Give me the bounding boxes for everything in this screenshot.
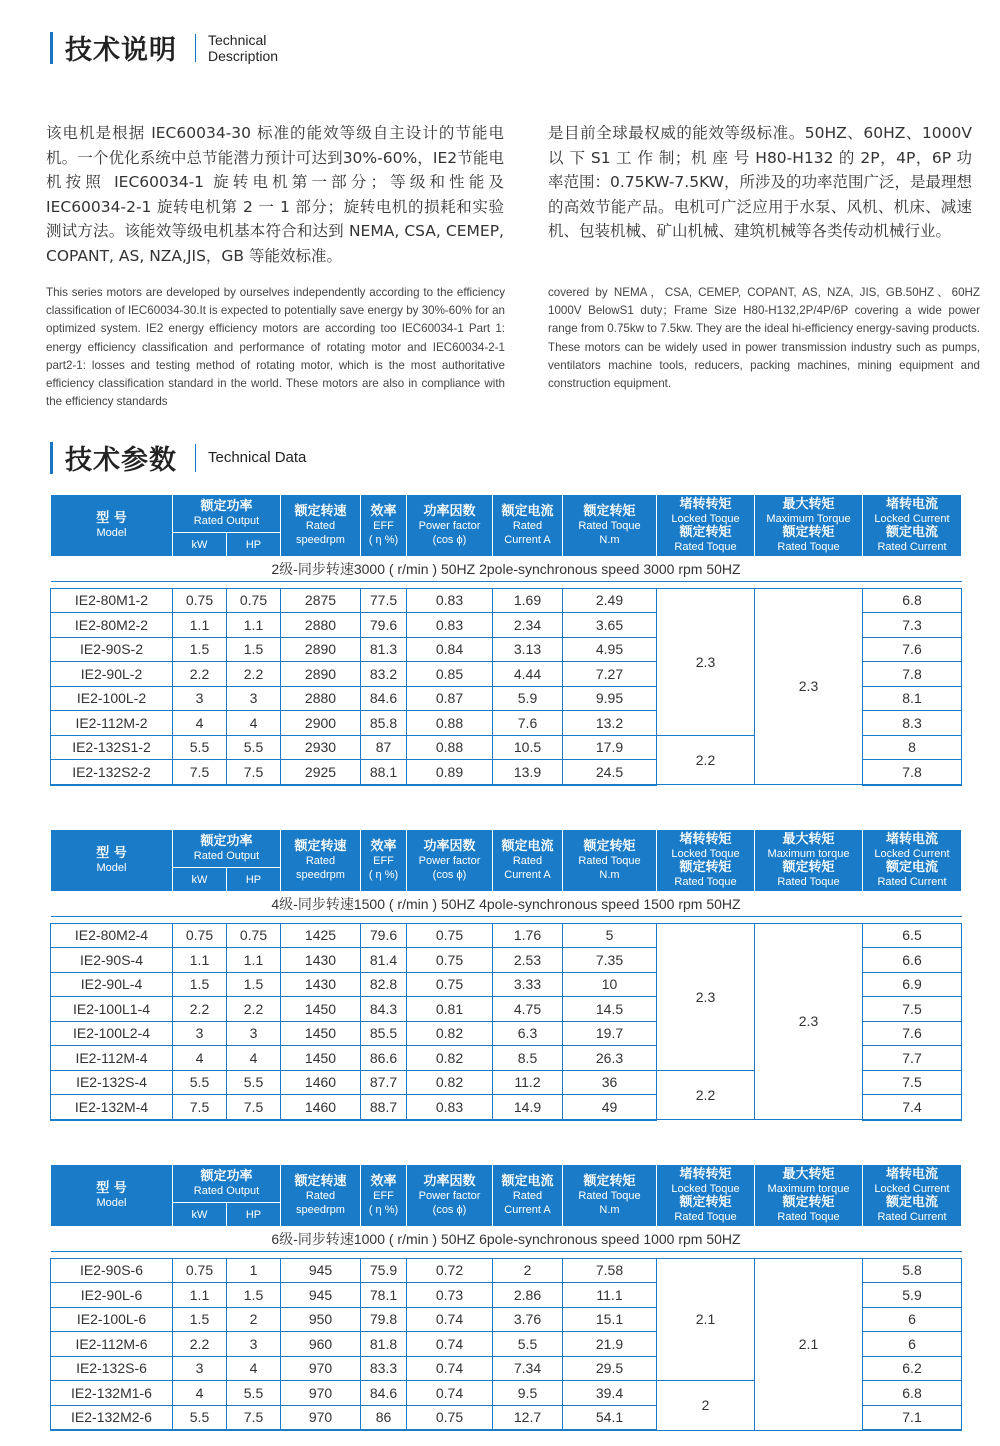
table-cell: IE2-100L-2	[51, 686, 173, 711]
table-cell: 0.75	[407, 923, 493, 948]
table-cell: 2.2	[173, 662, 227, 687]
table-cell: 85.5	[361, 1021, 407, 1046]
heading-title-cn: 技术参数	[65, 445, 177, 476]
locked-current-cell: 8.3	[863, 711, 962, 736]
table-cell: 88.1	[361, 760, 407, 785]
locked-current-cell: 7.6	[863, 637, 962, 662]
table-cell: IE2-90L-6	[51, 1283, 173, 1308]
table-cell: 8.5	[493, 1046, 563, 1071]
table-cell: 0.83	[407, 1095, 493, 1120]
table-cell: 3	[227, 1332, 281, 1357]
table-cell: 1430	[281, 948, 361, 973]
table-cell: 0.89	[407, 760, 493, 785]
table-cell: 0.82	[407, 1046, 493, 1071]
table-cell: 87.7	[361, 1070, 407, 1095]
locked-current-cell: 7.5	[863, 997, 962, 1022]
table-cell: 1460	[281, 1070, 361, 1095]
table-cell: 1460	[281, 1095, 361, 1120]
locked-current-cell: 7.3	[863, 613, 962, 638]
table-cell: 2.2	[173, 997, 227, 1022]
table-cell: 7.5	[227, 1095, 281, 1120]
table-cell: 4.75	[493, 997, 563, 1022]
table-cell: 78.1	[361, 1283, 407, 1308]
locked-current-cell: 8.1	[863, 686, 962, 711]
table-cell: IE2-132S-4	[51, 1070, 173, 1095]
header-power-factor: 功率因数 Power factor (cos ϕ)	[407, 495, 493, 557]
table-cell: 970	[281, 1405, 361, 1430]
table-cell: 1.5	[173, 972, 227, 997]
table-cell: 12.7	[493, 1405, 563, 1430]
locked-current-cell: 6.6	[863, 948, 962, 973]
table-cell: 0.83	[407, 613, 493, 638]
header-torque: 额定转矩 Rated Toque N.m	[563, 830, 657, 892]
header-locked-torque: 堵转转矩 Locked Toque 额定转矩 Rated Toque	[657, 495, 755, 557]
table-cell: 2.53	[493, 948, 563, 973]
max-torque-cell: 2.3	[755, 923, 863, 1120]
table-cell: 1.1	[173, 1283, 227, 1308]
locked-torque-group: 2	[657, 1381, 755, 1431]
table-cell: 2	[227, 1307, 281, 1332]
header-efficiency: 效率 EFF ( η %)	[361, 1165, 407, 1227]
table-cell: 1.5	[227, 1283, 281, 1308]
locked-current-cell: 6	[863, 1307, 962, 1332]
locked-torque-group: 2.1	[657, 1258, 755, 1381]
table-cell: 9.95	[563, 686, 657, 711]
table-cell: 2890	[281, 662, 361, 687]
table-cell: IE2-90L-4	[51, 972, 173, 997]
locked-current-cell: 7.1	[863, 1405, 962, 1430]
spec-table-4pole	[50, 829, 962, 1121]
table-cell: 0.75	[173, 923, 227, 948]
heading-accent-bar	[50, 442, 53, 474]
table-cell: 7.5	[173, 1095, 227, 1120]
table-cell: 10	[563, 972, 657, 997]
header-locked-current: 堵转电流 Locked Current 额定电流 Rated Current	[863, 830, 962, 892]
table-cell: IE2-112M-4	[51, 1046, 173, 1071]
header-row	[51, 495, 962, 533]
description-en-left: This series motors are developed by ourselves independently according to the efficiency classification of IEC60034-30.It is expected to potentially save energy by 30%-60% for an optimized system. IE2 energy efficiency motors are according too IEC60034-1 Part 1: energy efficiency classification and performance of rotating motor and IEC60034-2-1 part2-1: losses and testing method of rotating motor, which is the most authoritative efficiency classification standard in the world. These motors are also in compliance with the efficiency standards	[46, 286, 505, 409]
header-row	[51, 830, 962, 868]
table-cell: 36	[563, 1070, 657, 1095]
table-cell: 0.85	[407, 662, 493, 687]
table-cell: 7.5	[227, 1405, 281, 1430]
description-cn-left: 该电机是根据 IEC60034-30 标准的能效等级自主设计的节能电机。一个优化系统中总节能潜力预计可达到30%-60%，IE2节能电机按照 IEC60034-1 旋转电机第一部分；等级和性能及IEC60034-2-1 旋转电机第 2 一 1 部分；旋转电机的损耗和实验测试方法。该能效等级电机基本符合和达到 NEMA, CSA, CEMEP, COPANT, AS, NZA,JIS，GB 等能效标准。	[46, 124, 504, 265]
table-cell: 0.75	[173, 1258, 227, 1283]
table-cell: 0.82	[407, 1070, 493, 1095]
locked-current-cell: 7.7	[863, 1046, 962, 1071]
locked-current-cell: 6.5	[863, 923, 962, 948]
header-max-torque: 最大转矩 Maximum torque 额定转矩 Rated Toque	[755, 830, 863, 892]
table-cell: 4	[227, 1356, 281, 1381]
table-cell: 13.9	[493, 760, 563, 785]
header-kw: kW	[173, 868, 227, 892]
table-subtitle: 6级-同步转速1000 ( r/min ) 50HZ 6pole-synchronous speed 1000 rpm 50HZ	[51, 1227, 962, 1252]
table-cell: 0.87	[407, 686, 493, 711]
header-torque: 额定转矩 Rated Toque N.m	[563, 495, 657, 557]
table-subtitle: 4级-同步转速1500 ( r/min ) 50HZ 4pole-synchronous speed 1500 rpm 50HZ	[51, 892, 962, 917]
table-cell: 0.75	[227, 588, 281, 613]
header-model: 型 号 Model	[51, 830, 173, 892]
header-rated-output: 额定功率 Rated Output	[173, 830, 281, 868]
table-cell: 1425	[281, 923, 361, 948]
table-cell: IE2-80M2-4	[51, 923, 173, 948]
table-cell: 2925	[281, 760, 361, 785]
table-cell: 2.34	[493, 613, 563, 638]
table-cell: 950	[281, 1307, 361, 1332]
header-speed: 额定转速 Rated speedrpm	[281, 830, 361, 892]
table-cell: 0.73	[407, 1283, 493, 1308]
table-cell: 10.5	[493, 735, 563, 760]
table-cell: 86	[361, 1405, 407, 1430]
table-cell: 2	[493, 1258, 563, 1283]
table-cell: IE2-100L1-4	[51, 997, 173, 1022]
table-cell: 88.7	[361, 1095, 407, 1120]
table-cell: 5.5	[227, 1381, 281, 1406]
table-cell: 79.6	[361, 923, 407, 948]
header-current: 额定电流 Rated Current A	[493, 830, 563, 892]
subtitle-row	[51, 557, 962, 582]
header-current: 额定电流 Rated Current A	[493, 1165, 563, 1227]
locked-torque-group: 2.3	[657, 923, 755, 1070]
header-locked-torque: 堵转转矩 Locked Toque 额定转矩 Rated Toque	[657, 830, 755, 892]
locked-current-cell: 6.2	[863, 1356, 962, 1381]
table-cell: 86.6	[361, 1046, 407, 1071]
table-cell: 2.49	[563, 588, 657, 613]
table-cell: 1.5	[227, 637, 281, 662]
table-cell: 0.72	[407, 1258, 493, 1283]
locked-current-cell: 6.8	[863, 1381, 962, 1406]
table-cell: 75.9	[361, 1258, 407, 1283]
table-cell: 3.13	[493, 637, 563, 662]
table-cell: 1	[227, 1258, 281, 1283]
locked-current-cell: 6.8	[863, 588, 962, 613]
locked-torque-group: 2.2	[657, 735, 755, 785]
table-cell: 1.5	[227, 972, 281, 997]
table-cell: IE2-112M-6	[51, 1332, 173, 1357]
table-cell: 77.5	[361, 588, 407, 613]
header-locked-current: 堵转电流 Locked Current 额定电流 Rated Current	[863, 495, 962, 557]
header-hp: HP	[227, 1203, 281, 1227]
table-cell: 2880	[281, 613, 361, 638]
header-efficiency: 效率 EFF ( η %)	[361, 830, 407, 892]
table-cell: 14.9	[493, 1095, 563, 1120]
table-cell: 14.5	[563, 997, 657, 1022]
table-cell: 11.1	[563, 1283, 657, 1308]
table-cell: 3	[173, 1021, 227, 1046]
locked-torque-group: 2.3	[657, 588, 755, 735]
header-torque: 额定转矩 Rated Toque N.m	[563, 1165, 657, 1227]
table-cell: 24.5	[563, 760, 657, 785]
header-current: 额定电流 Rated Current A	[493, 495, 563, 557]
table-cell: 2.2	[227, 662, 281, 687]
table-cell: 3	[173, 686, 227, 711]
table-cell: 0.74	[407, 1332, 493, 1357]
table-cell: 3.33	[493, 972, 563, 997]
heading-title-en: Technical Data	[208, 448, 307, 466]
table-cell: 960	[281, 1332, 361, 1357]
table-cell: 1.5	[173, 637, 227, 662]
header-kw: kW	[173, 533, 227, 557]
table-cell: 1450	[281, 997, 361, 1022]
table-cell: 2880	[281, 686, 361, 711]
header-efficiency: 效率 EFF ( η %)	[361, 495, 407, 557]
table-cell: IE2-80M2-2	[51, 613, 173, 638]
table-cell: 5.5	[173, 1405, 227, 1430]
table-cell: IE2-90S-4	[51, 948, 173, 973]
locked-current-cell: 7.4	[863, 1095, 962, 1120]
table-cell: 3.65	[563, 613, 657, 638]
table-cell: 19.7	[563, 1021, 657, 1046]
table-cell: 4	[227, 1046, 281, 1071]
max-torque-cell: 2.1	[755, 1258, 863, 1430]
table-cell: 29.5	[563, 1356, 657, 1381]
table-cell: IE2-100L2-4	[51, 1021, 173, 1046]
table-cell: 11.2	[493, 1070, 563, 1095]
table-cell: IE2-132M2-6	[51, 1405, 173, 1430]
table-cell: 81.3	[361, 637, 407, 662]
table-cell: 1.76	[493, 923, 563, 948]
header-hp: HP	[227, 868, 281, 892]
table-cell: 54.1	[563, 1405, 657, 1430]
table-cell: 7.35	[563, 948, 657, 973]
table-cell: 1.1	[227, 948, 281, 973]
table-cell: 1450	[281, 1046, 361, 1071]
spec-table-6pole	[50, 1164, 962, 1431]
header-locked-torque: 堵转转矩 Locked Toque 额定转矩 Rated Toque	[657, 1165, 755, 1227]
locked-current-cell: 7.8	[863, 760, 962, 785]
table-cell: 2.2	[227, 997, 281, 1022]
header-rated-output: 额定功率 Rated Output	[173, 495, 281, 533]
table-cell: 9.5	[493, 1381, 563, 1406]
table-cell: 0.75	[407, 1405, 493, 1430]
heading-title-cn: 技术说明	[65, 35, 177, 66]
table-cell: 5.5	[173, 735, 227, 760]
table-cell: 2.86	[493, 1283, 563, 1308]
table-cell: 4	[227, 711, 281, 736]
table-cell: 5.5	[227, 1070, 281, 1095]
table-cell: 7.34	[493, 1356, 563, 1381]
heading-separator	[195, 444, 196, 472]
table-cell: 0.74	[407, 1307, 493, 1332]
table-cell: IE2-132S-6	[51, 1356, 173, 1381]
table-cell: 5.5	[173, 1070, 227, 1095]
table-cell: 0.75	[407, 948, 493, 973]
table-cell: 4.95	[563, 637, 657, 662]
header-max-torque: 最大转矩 Maximum torque 额定转矩 Rated Toque	[755, 1165, 863, 1227]
table-cell: IE2-132S1-2	[51, 735, 173, 760]
table-cell: 0.88	[407, 711, 493, 736]
table-cell: 970	[281, 1356, 361, 1381]
table-cell: 0.83	[407, 588, 493, 613]
locked-current-cell: 5.9	[863, 1283, 962, 1308]
table-cell: 1.1	[173, 613, 227, 638]
header-power-factor: 功率因数 Power factor (cos ϕ)	[407, 1165, 493, 1227]
table-cell: 3	[173, 1356, 227, 1381]
table-cell: 39.4	[563, 1381, 657, 1406]
table-cell: 85.8	[361, 711, 407, 736]
header-hp: HP	[227, 533, 281, 557]
header-model: 型 号 Model	[51, 1165, 173, 1227]
heading-accent-bar	[50, 32, 53, 64]
description-cn-right: 是目前全球最权威的能效等级标准。50HZ、60HZ、1000V 以 下 S1 工 作 制；机 座 号 H80-H132 的 2P，4P，6P 功率范围：0.75KW-7.5KW，所涉及的功率范围广泛，是最理想的高效节能产品。电机可广泛应用于水泵、风机、机床、减速机、包装机械、矿山机械、建筑机械等各类传动机械行业。	[548, 124, 973, 240]
table-cell: 79.6	[361, 613, 407, 638]
table-cell: 5.5	[493, 1332, 563, 1357]
table-cell: 21.9	[563, 1332, 657, 1357]
header-speed: 额定转速 Rated speedrpm	[281, 1165, 361, 1227]
table-cell: 83.3	[361, 1356, 407, 1381]
table-cell: 79.8	[361, 1307, 407, 1332]
table-subtitle: 2级-同步转速3000 ( r/min ) 50HZ 2pole-synchronous speed 3000 rpm 50HZ	[51, 557, 962, 582]
section-heading-description	[50, 28, 278, 67]
locked-current-cell: 7.8	[863, 662, 962, 687]
table-cell: IE2-90S-2	[51, 637, 173, 662]
table-cell: IE2-80M1-2	[51, 588, 173, 613]
table-cell: 0.74	[407, 1381, 493, 1406]
header-power-factor: 功率因数 Power factor (cos ϕ)	[407, 830, 493, 892]
table-cell: 1.1	[227, 613, 281, 638]
table-row	[51, 588, 962, 613]
locked-current-cell: 7.5	[863, 1070, 962, 1095]
table-cell: 0.82	[407, 1021, 493, 1046]
locked-current-cell: 6.9	[863, 972, 962, 997]
table-cell: 13.2	[563, 711, 657, 736]
table-cell: 3	[227, 1021, 281, 1046]
table-cell: IE2-90S-6	[51, 1258, 173, 1283]
table-cell: IE2-100L-6	[51, 1307, 173, 1332]
table-cell: 4	[173, 1381, 227, 1406]
table-cell: 4	[173, 1046, 227, 1071]
table-cell: 4.44	[493, 662, 563, 687]
table-cell: 7.58	[563, 1258, 657, 1283]
table-cell: 83.2	[361, 662, 407, 687]
table-cell: 84.6	[361, 1381, 407, 1406]
table-cell: 7.5	[173, 760, 227, 785]
locked-current-cell: 6	[863, 1332, 962, 1357]
subtitle-row	[51, 1227, 962, 1252]
table-cell: IE2-132M-4	[51, 1095, 173, 1120]
table-cell: 0.75	[407, 972, 493, 997]
heading-title-en: Technical Description	[208, 31, 279, 64]
max-torque-cell: 2.3	[755, 588, 863, 785]
table-cell: 49	[563, 1095, 657, 1120]
table-cell: 0.88	[407, 735, 493, 760]
table-cell: 5	[563, 923, 657, 948]
table-cell: 1.1	[173, 948, 227, 973]
table-cell: 945	[281, 1258, 361, 1283]
table-cell: 81.8	[361, 1332, 407, 1357]
table-cell: 1450	[281, 1021, 361, 1046]
table-cell: 3	[227, 686, 281, 711]
table-cell: 1.69	[493, 588, 563, 613]
table-cell: 7.6	[493, 711, 563, 736]
description-en-right: covered by NEMA，CSA, CEMEP, COPANT, AS, NZA, JIS, GB.50HZ、60HZ 1000V BelowS1 duty；Frame Size H80-H132,2P/4P/6P covering a wide power range from 0.75kw to 7.5kw. They are the ideal hi-efficiency energy-saving products. These motors can be widely used in power transmission industry such as pumps, ventilators machine tools, reducers, packing machines, mining equipment and construction equipment.	[548, 286, 980, 391]
table-cell: IE2-132S2-2	[51, 760, 173, 785]
heading-separator	[195, 34, 196, 62]
subtitle-row	[51, 892, 962, 917]
locked-current-cell: 5.8	[863, 1258, 962, 1283]
table-cell: IE2-132M1-6	[51, 1381, 173, 1406]
table-cell: 7.27	[563, 662, 657, 687]
table-cell: 5.5	[227, 735, 281, 760]
table-cell: 81.4	[361, 948, 407, 973]
header-kw: kW	[173, 1203, 227, 1227]
table-cell: 0.75	[227, 923, 281, 948]
table-cell: 26.3	[563, 1046, 657, 1071]
table-cell: 970	[281, 1381, 361, 1406]
table-cell: 5.9	[493, 686, 563, 711]
table-cell: 0.81	[407, 997, 493, 1022]
table-cell: IE2-112M-2	[51, 711, 173, 736]
header-rated-output: 额定功率 Rated Output	[173, 1165, 281, 1203]
table-cell: 84.6	[361, 686, 407, 711]
table-cell: 2890	[281, 637, 361, 662]
header-locked-current: 堵转电流 Locked Current 额定电流 Rated Current	[863, 1165, 962, 1227]
table-cell: 1.5	[173, 1307, 227, 1332]
table-cell: 6.3	[493, 1021, 563, 1046]
table-cell: 0.84	[407, 637, 493, 662]
table-cell: 0.75	[173, 588, 227, 613]
locked-current-cell: 8	[863, 735, 962, 760]
locked-current-cell: 7.6	[863, 1021, 962, 1046]
table-cell: 15.1	[563, 1307, 657, 1332]
section-heading-technical-data	[50, 438, 306, 477]
table-cell: 82.8	[361, 972, 407, 997]
table-cell: 7.5	[227, 760, 281, 785]
header-speed: 额定转速 Rated speedrpm	[281, 495, 361, 557]
table-cell: IE2-90L-2	[51, 662, 173, 687]
table-row	[51, 923, 962, 948]
table-cell: 84.3	[361, 997, 407, 1022]
header-row	[51, 1165, 962, 1203]
table-cell: 2875	[281, 588, 361, 613]
table-cell: 2.2	[173, 1332, 227, 1357]
table-row	[51, 1258, 962, 1283]
table-cell: 0.74	[407, 1356, 493, 1381]
locked-torque-group: 2.2	[657, 1070, 755, 1120]
table-cell: 4	[173, 711, 227, 736]
spec-table-2pole	[50, 494, 962, 786]
table-cell: 87	[361, 735, 407, 760]
header-max-torque: 最大转矩 Maximum Torque 额定转矩 Rated Toque	[755, 495, 863, 557]
table-cell: 945	[281, 1283, 361, 1308]
table-cell: 2900	[281, 711, 361, 736]
table-cell: 2930	[281, 735, 361, 760]
table-cell: 17.9	[563, 735, 657, 760]
header-model: 型 号 Model	[51, 495, 173, 557]
table-cell: 3.76	[493, 1307, 563, 1332]
table-cell: 1430	[281, 972, 361, 997]
